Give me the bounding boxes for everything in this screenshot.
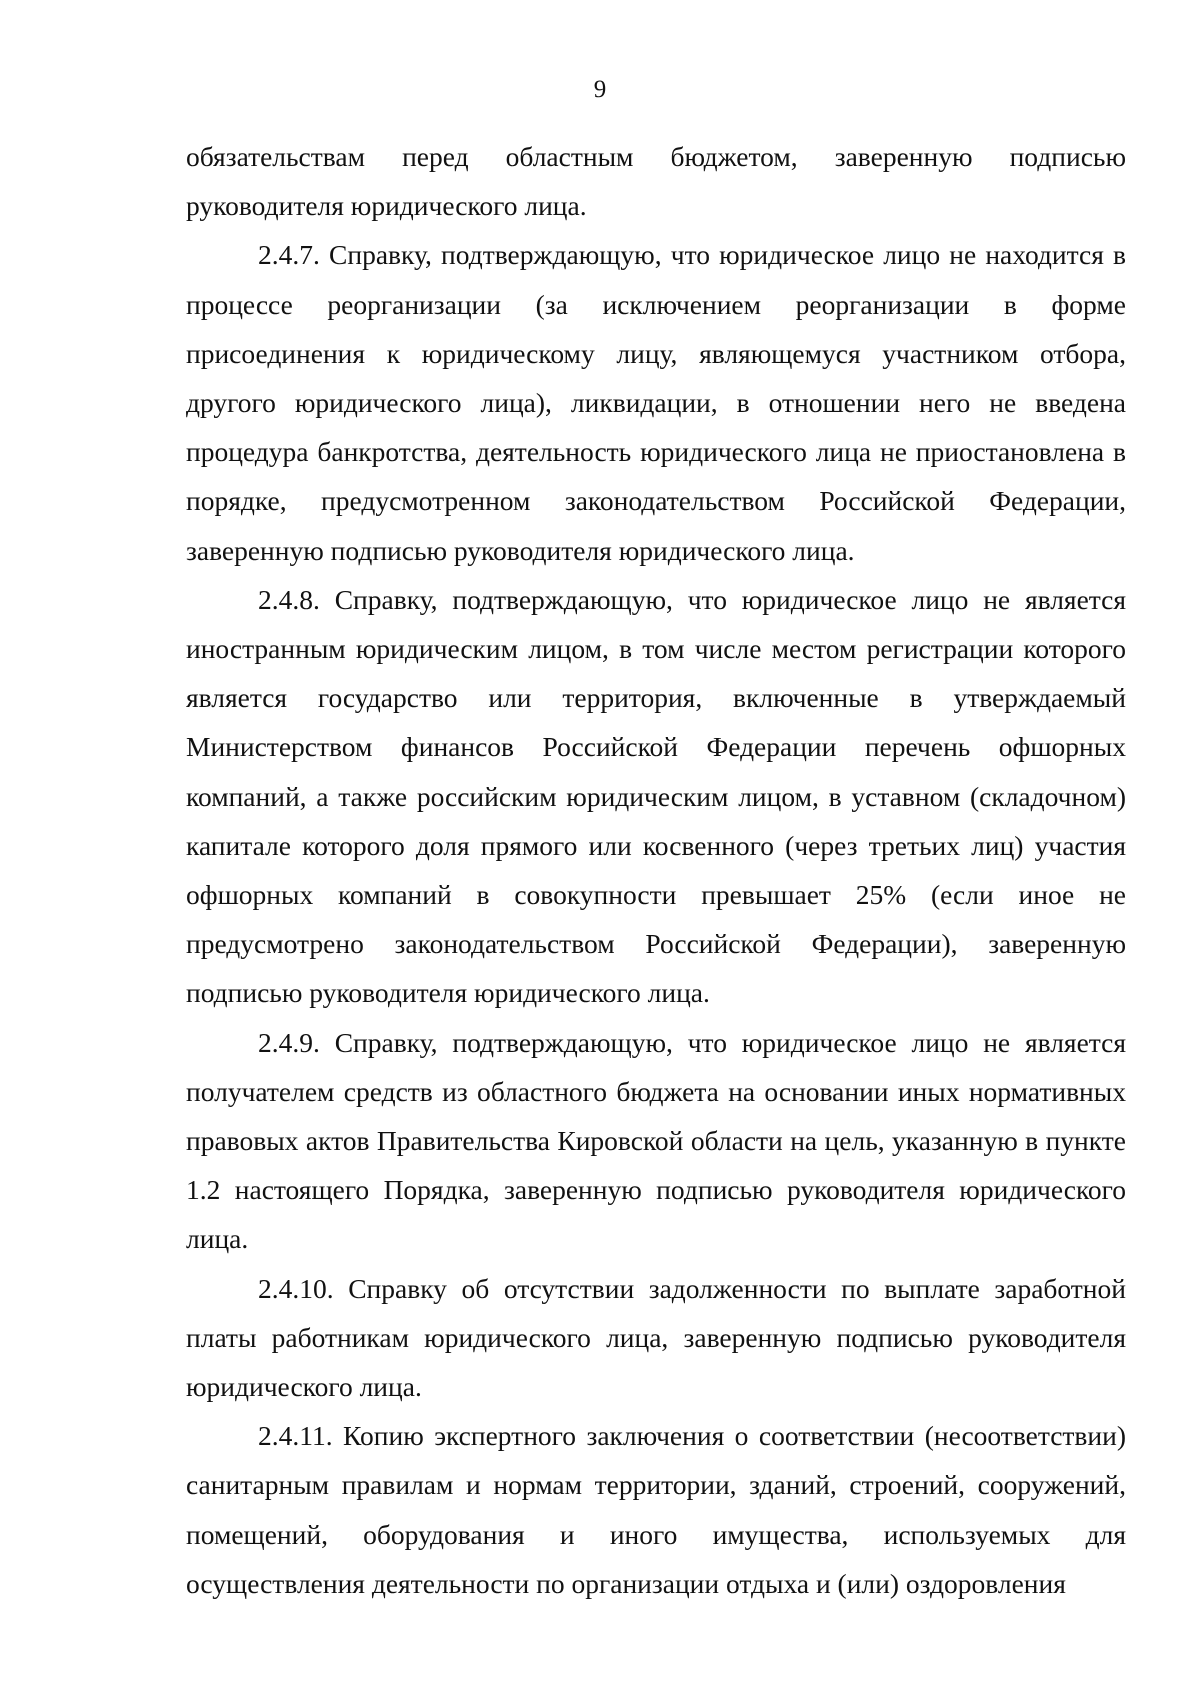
paragraph-2-4-9: 2.4.9. Справку, подтверждающую, что юридическое лицо не является получателем средств из областного бюджета на основании иных нормативных правовых актов Правительства Кировской области на цель, указанную в пункте 1.2 настоящего Порядка, заверенную подписью руководителя юридического лица. <box>186 1026 1126 1255</box>
paragraph-2-4-7: 2.4.7. Справку, подтверждающую, что юридическое лицо не находится в процессе реорганизации (за исключением реорганизации в форме присоединения к юридическому лицу, являющемуся участником отбора, другого юридического лица), ликвидации, в отношении него не введена процедура банкротства, деятельность юридического лица не приостановлена в порядке, предусмотренном законодательством Российской Федерации, заверенную подписью руководителя юридического лица. <box>186 239 1126 566</box>
paragraph-2-4-11: 2.4.11. Копию экспертного заключения о соответствии (несоответствии) санитарным правилам и нормам территории, зданий, строений, сооружений, помещений, оборудования и иного имущества, используемых для осуществления деятельности по организации отдыха и (или) оздоровления <box>186 1420 1126 1599</box>
document-body <box>186 132 1126 1608</box>
paragraph-2-4-8: 2.4.8. Справку, подтверждающую, что юридическое лицо не является иностранным юридическим лицом, в том числе местом регистрации которого является государство или территория, включенные в утверждаемый Министерством финансов Российской Федерации перечень офшорных компаний, а также российским юридическим лицом, в уставном (складочном) капитале которого доля прямого или косвенного (через третьих лиц) участия офшорных компаний в совокупности превышает 25% (если иное не предусмотрено законодательством Российской Федерации), заверенную подписью руководителя юридического лица. <box>186 583 1126 1009</box>
paragraph-2-4-10: 2.4.10. Справку об отсутствии задолженности по выплате заработной платы работникам юридического лица, заверенную подписью руководителя юридического лица. <box>186 1272 1126 1403</box>
page-number: 9 <box>593 76 607 103</box>
paragraph-continuation: обязательствам перед областным бюджетом, заверенную подписью руководителя юридического лица. <box>186 141 1126 222</box>
